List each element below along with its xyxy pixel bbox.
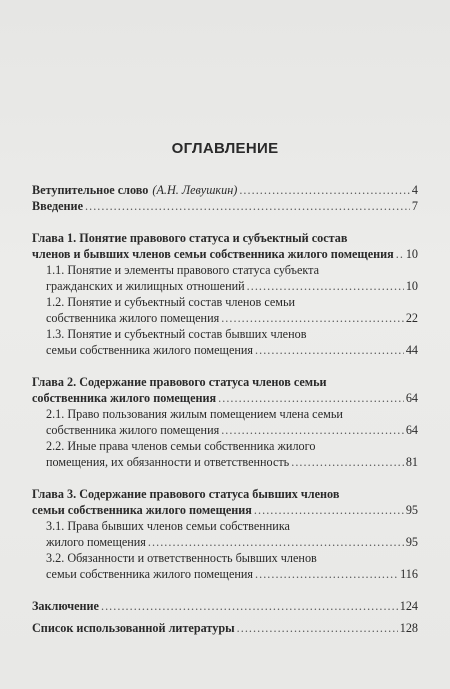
entry-page: 81 — [405, 455, 418, 469]
table-of-contents — [32, 182, 418, 636]
toc-entry-section-1-3[interactable] — [32, 326, 418, 358]
entry-line-2: собственника жилого помещения — [46, 423, 220, 437]
dot-leader — [221, 422, 404, 438]
entry-page: 128 — [399, 621, 418, 635]
page-title: ОГЛАВЛЕНИЕ — [171, 140, 279, 157]
dot-leader — [247, 278, 404, 294]
dot-leader — [255, 342, 404, 358]
entry-line-1: 1.2. Понятие и субъектный состав членов семьи — [46, 295, 296, 309]
toc-entry-chapter-3[interactable] — [32, 486, 418, 518]
dot-leader — [255, 566, 398, 582]
dot-leader — [148, 534, 404, 550]
toc-entry-chapter-2[interactable] — [32, 374, 418, 406]
entry-line-2: членов и бывших членов семьи собственника жилого помещения — [32, 247, 394, 261]
entry-line-1: 3.2. Обязанности и ответственность бывших членов — [46, 551, 317, 565]
dot-leader — [85, 198, 410, 214]
entry-author: (А.Н. Левушкин) — [152, 183, 238, 197]
dot-leader — [396, 246, 404, 262]
toc-entry-conclusion[interactable] — [32, 598, 418, 614]
entry-line-1: Глава 1. Понятие правового статуса и субъектный состав — [32, 231, 348, 245]
entry-line-2: семьи собственника жилого помещения — [46, 343, 254, 357]
dot-leader — [254, 502, 404, 518]
entry-line-2: помещения, их обязанности и ответственность — [46, 455, 290, 469]
dot-leader — [239, 182, 410, 198]
entry-page: 22 — [405, 311, 418, 325]
entry-line-1: 2.2. Иные права членов семьи собственника жилого — [46, 439, 316, 453]
toc-entry-intro[interactable] — [32, 198, 418, 214]
toc-entry-foreword[interactable] — [32, 182, 418, 198]
entry-line-1: 3.1. Права бывших членов семьи собственника — [46, 519, 290, 533]
dot-leader — [291, 454, 404, 470]
entry-text: Список использованной литературы — [32, 621, 235, 635]
entry-page: 7 — [411, 199, 418, 213]
entry-line-1: 2.1. Право пользования жилым помещением члена семьи — [46, 407, 343, 421]
entry-page: 95 — [405, 503, 418, 517]
entry-page: 95 — [405, 535, 418, 549]
toc-entry-section-1-1[interactable] — [32, 262, 418, 294]
entry-line-1: Глава 2. Содержание правового статуса членов семьи — [32, 375, 327, 389]
toc-entry-chapter-1[interactable] — [32, 230, 418, 262]
entry-page: 64 — [405, 391, 418, 405]
toc-entry-section-3-1[interactable] — [32, 518, 418, 550]
entry-line-2: семьи собственника жилого помещения — [46, 567, 254, 581]
toc-entry-section-2-2[interactable] — [32, 438, 418, 470]
toc-entry-section-1-2[interactable] — [32, 294, 418, 326]
entry-text: Ветупительное слово — [32, 183, 149, 197]
entry-line-2: гражданских и жилищных отношений — [46, 279, 245, 293]
entry-line-2: собственника жилого помещения — [46, 311, 220, 325]
entry-page: 64 — [405, 423, 418, 437]
toc-entry-section-3-2[interactable] — [32, 550, 418, 582]
entry-page: 124 — [399, 599, 418, 613]
dot-leader — [237, 620, 398, 636]
entry-line-1: 1.3. Понятие и субъектный состав бывших членов — [46, 327, 307, 341]
entry-page: 44 — [405, 343, 418, 357]
dot-leader — [221, 310, 404, 326]
entry-line-2: семьи собственника жилого помещения — [32, 503, 252, 517]
entry-page: 10 — [405, 279, 418, 293]
entry-text: Заключение — [32, 599, 99, 613]
dot-leader — [101, 598, 398, 614]
entry-page: 10 — [405, 247, 418, 261]
entry-line-1: Глава 3. Содержание правового статуса бывших членов — [32, 487, 340, 501]
entry-text: Введение — [32, 199, 83, 213]
entry-line-1: 1.1. Понятие и элементы правового статуса субъекта — [46, 263, 320, 277]
dot-leader — [218, 390, 404, 406]
toc-entry-section-2-1[interactable] — [32, 406, 418, 438]
entry-page: 116 — [400, 567, 418, 581]
entry-line-2: собственника жилого помещения — [32, 391, 217, 405]
entry-line-2: жилого помещения — [46, 535, 146, 549]
entry-page: 4 — [411, 183, 418, 197]
toc-entry-bibliography[interactable] — [32, 620, 418, 636]
